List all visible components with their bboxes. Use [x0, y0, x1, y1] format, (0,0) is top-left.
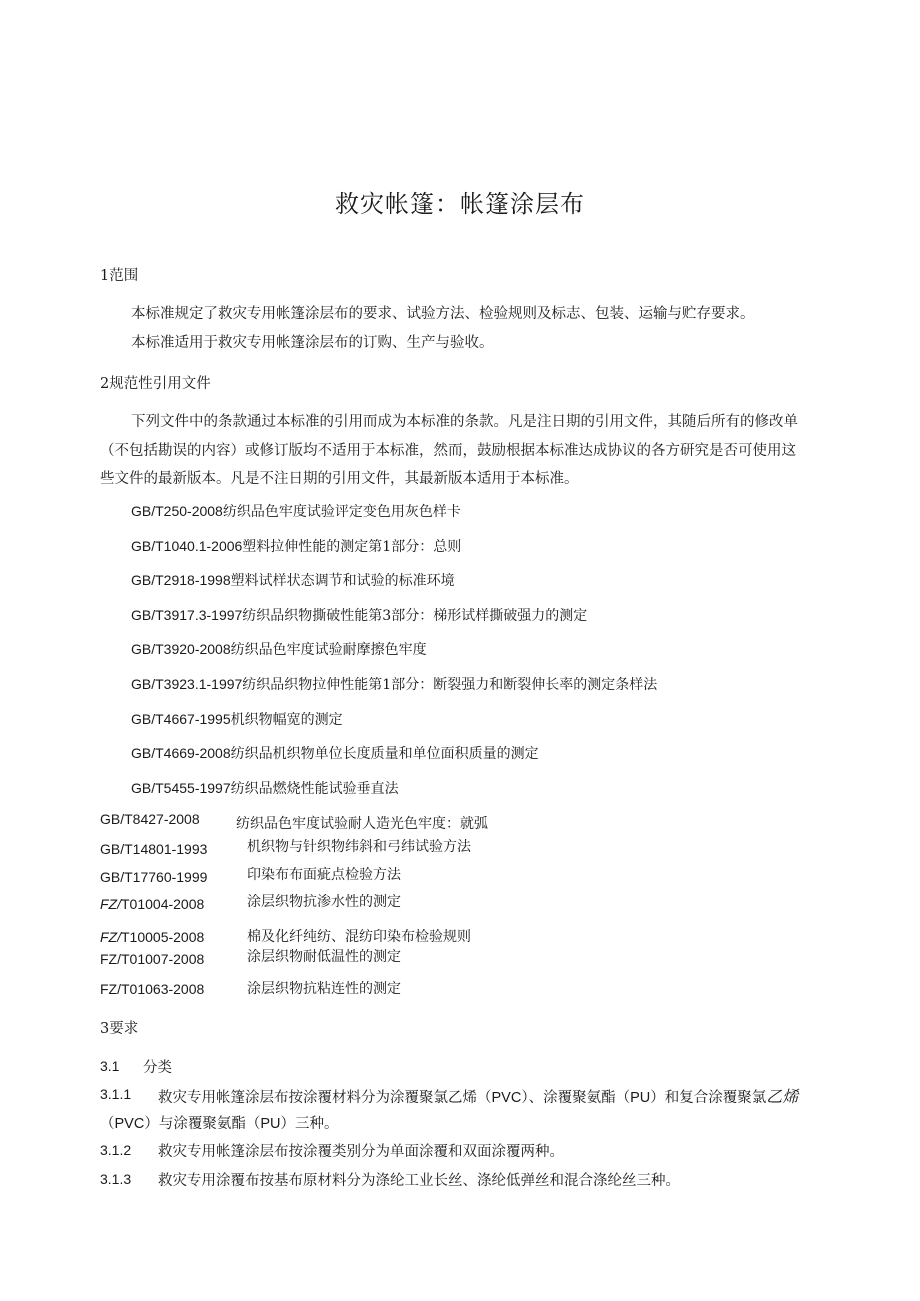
- reference-code: GB/T4667-1995: [131, 711, 231, 727]
- reference-item: [131, 501, 461, 521]
- reference-item: [131, 605, 587, 625]
- reference-code: GB/T4669-2008: [131, 745, 231, 761]
- reference-code: FZ/T10005-2008: [100, 929, 205, 945]
- clause-text-line-1: 救灾专用帐篷涂层布按涂覆材料分为涂覆聚氯乙烯（PVC）、涂覆聚氨酯（PU）和复合涂覆聚氯乙烯: [158, 1087, 799, 1106]
- section-2-intro-line-2: （不包括勘误的内容）或修订版均不适用于本标准，然而，鼓励根据本标准达成协议的各方研究是否可使用这: [100, 443, 796, 459]
- reference-code: GB/T3920-2008: [131, 641, 231, 657]
- reference-name: 塑料拉伸性能的测定第1部分：总则: [242, 539, 462, 555]
- reference-item: [131, 570, 455, 590]
- reference-code: GB/T1040.1-2006: [131, 538, 243, 554]
- clause-text: 分类: [143, 1060, 172, 1076]
- section-2-intro-line-3: 些文件的最新版本。凡是不注日期的引用文件，其最新版本适用于本标准。: [100, 471, 579, 487]
- reference-name: 纺织品色牢度试验耐人造光色牢度：就弧: [236, 816, 488, 832]
- reference-code: GB/T14801-1993: [100, 841, 208, 857]
- reference-code: FZ/T01063-2008: [100, 981, 205, 997]
- reference-name: 纺织品燃烧性能试验垂直法: [230, 781, 399, 797]
- section-1-paragraph-1: 本标准规定了救灾专用帐篷涂层布的要求、试验方法、检验规则及标志、包装、运输与贮存要求。: [131, 306, 755, 322]
- section-1-paragraph-2: 本标准适用于救灾专用帐篷涂层布的订购、生产与验收。: [131, 335, 494, 351]
- clause-number: 3.1.1: [100, 1086, 132, 1102]
- reference-name: 印染布布面疵点检验方法: [247, 867, 401, 883]
- section-3-heading: 3要求: [100, 1021, 139, 1037]
- reference-name: 塑料试样状态调节和试验的标准环境: [230, 573, 455, 589]
- reference-name: 纺织品色牢度试验评定变色用灰色样卡: [222, 504, 461, 520]
- clause-text-line-2: （PVC）与涂覆聚氨酯（PU）三种。: [100, 1116, 339, 1132]
- reference-name: 涂层织物抗粘连性的测定: [247, 981, 401, 997]
- reference-item: [131, 639, 427, 659]
- reference-code: GB/T2918-1998: [131, 572, 231, 588]
- reference-name: 机织物与针织物纬斜和弓纬试验方法: [247, 839, 471, 855]
- reference-item: [131, 674, 657, 694]
- reference-code: GB/T3917.3-1997: [131, 607, 243, 623]
- reference-name: 涂层织物耐低温性的测定: [247, 949, 401, 965]
- reference-code: GB/T250-2008: [131, 503, 223, 519]
- reference-item: [131, 709, 343, 729]
- reference-code: FZ/T01004-2008: [100, 896, 205, 912]
- document-title: 救灾帐篷：帐篷涂层布: [335, 190, 585, 218]
- reference-name: 纺织品机织物单位长度质量和单位面积质量的测定: [230, 746, 539, 762]
- section-2-intro-line-1: 下列文件中的条款通过本标准的引用而成为本标准的条款。凡是注日期的引用文件，其随后所有的修改单: [131, 414, 798, 430]
- clause-number: 3.1.3: [100, 1171, 132, 1187]
- section-1-heading: 1范围: [100, 268, 139, 284]
- reference-item: [131, 536, 461, 556]
- reference-item: [131, 743, 539, 763]
- section-2-heading: 2规范性引用文件: [100, 376, 211, 392]
- reference-name: 纺织品色牢度试验耐摩擦色牢度: [230, 642, 427, 658]
- reference-name: 机织物幅宽的测定: [230, 712, 343, 728]
- reference-name: 纺织品织物拉伸性能第1部分：断裂强力和断裂伸长率的测定条样法: [242, 677, 658, 693]
- reference-code: FZ/T01007-2008: [100, 951, 205, 967]
- clause-number: 3.1.2: [100, 1142, 132, 1158]
- reference-code: GB/T3923.1-1997: [131, 676, 243, 692]
- reference-code: GB/T8427-2008: [100, 811, 200, 827]
- reference-code: GB/T17760-1999: [100, 869, 208, 885]
- reference-name: 棉及化纤纯纺、混纺印染布检验规则: [247, 929, 471, 945]
- reference-name: 涂层织物抗渗水性的测定: [247, 894, 401, 910]
- clause-text: 救灾专用帐篷涂层布按涂覆类别分为单面涂覆和双面涂覆两种。: [158, 1144, 564, 1160]
- reference-item: [131, 778, 399, 798]
- reference-code: GB/T5455-1997: [131, 780, 231, 796]
- clause-number: 3.1: [100, 1058, 120, 1074]
- clause-text: 救灾专用涂覆布按基布原材料分为涤纶工业长丝、涤纶低弹丝和混合涤纶丝三种。: [158, 1173, 680, 1189]
- reference-name: 纺织品织物撕破性能第3部分：梯形试样撕破强力的测定: [242, 608, 588, 624]
